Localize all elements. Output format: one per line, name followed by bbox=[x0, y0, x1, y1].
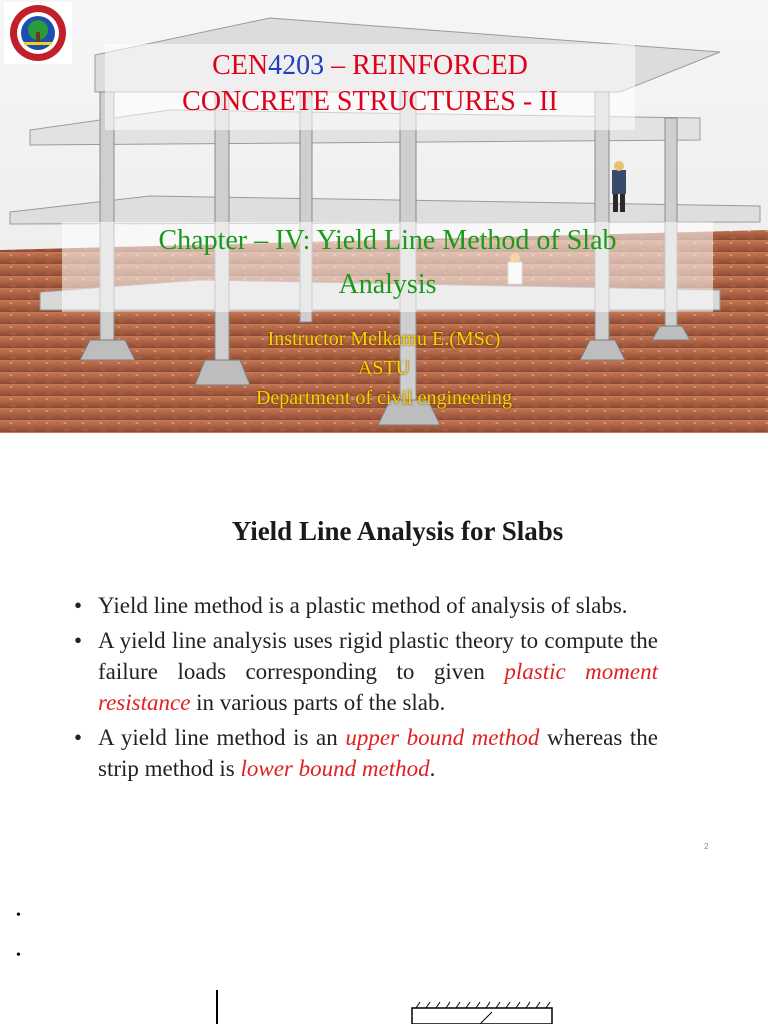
course-code-prefix: CEN bbox=[212, 50, 269, 81]
instructor-name: Instructor Melkamu E.(MSc) bbox=[267, 328, 501, 350]
bullet-text: A yield line analysis uses rigid plastic theory to compute the failure loads corresponding to given bbox=[98, 628, 658, 684]
bullet-list bbox=[74, 590, 658, 788]
title-slide bbox=[0, 0, 768, 433]
course-title-box bbox=[105, 44, 635, 130]
slide-title: Yield Line Analysis for Slabs bbox=[231, 516, 564, 546]
institution-name: ASTU bbox=[357, 357, 411, 379]
course-title-line2: CONCRETE STRUCTURES - II bbox=[182, 86, 558, 117]
emphasis-text: plastic moment resistance bbox=[98, 659, 658, 715]
course-title-suffix: – REINFORCED bbox=[324, 50, 528, 81]
chapter-title-box bbox=[62, 222, 713, 312]
bullet-text: . bbox=[429, 756, 436, 781]
bullet-text: A yield line method is an bbox=[98, 725, 346, 750]
stray-bullet: • bbox=[16, 908, 21, 923]
bullet-text: whereas the strip method is bbox=[98, 725, 658, 781]
bullet-item-2 bbox=[74, 625, 658, 718]
bullet-text: in various parts of the slab. bbox=[190, 690, 446, 715]
page-number: 2 bbox=[704, 842, 709, 851]
chapter-title-line1: Chapter – IV: Yield Line Method of Slab bbox=[158, 225, 617, 256]
university-logo bbox=[4, 2, 72, 64]
course-number: 4203 bbox=[268, 50, 325, 81]
department-name: Department of civil engineering bbox=[255, 387, 512, 409]
chapter-title-line2: Analysis bbox=[338, 269, 437, 300]
bullet-item-3 bbox=[74, 722, 658, 784]
bullet-item-1 bbox=[74, 590, 658, 621]
stray-bullet: • bbox=[16, 948, 21, 963]
emphasis-text: upper bound method bbox=[345, 725, 540, 750]
emphasis-text: lower bound method bbox=[240, 756, 430, 781]
slab-diagram-fragment bbox=[0, 980, 768, 1024]
course-title-line1 bbox=[105, 50, 635, 82]
bullet-text: Yield line method is a plastic method of analysis of slabs. bbox=[98, 593, 628, 618]
